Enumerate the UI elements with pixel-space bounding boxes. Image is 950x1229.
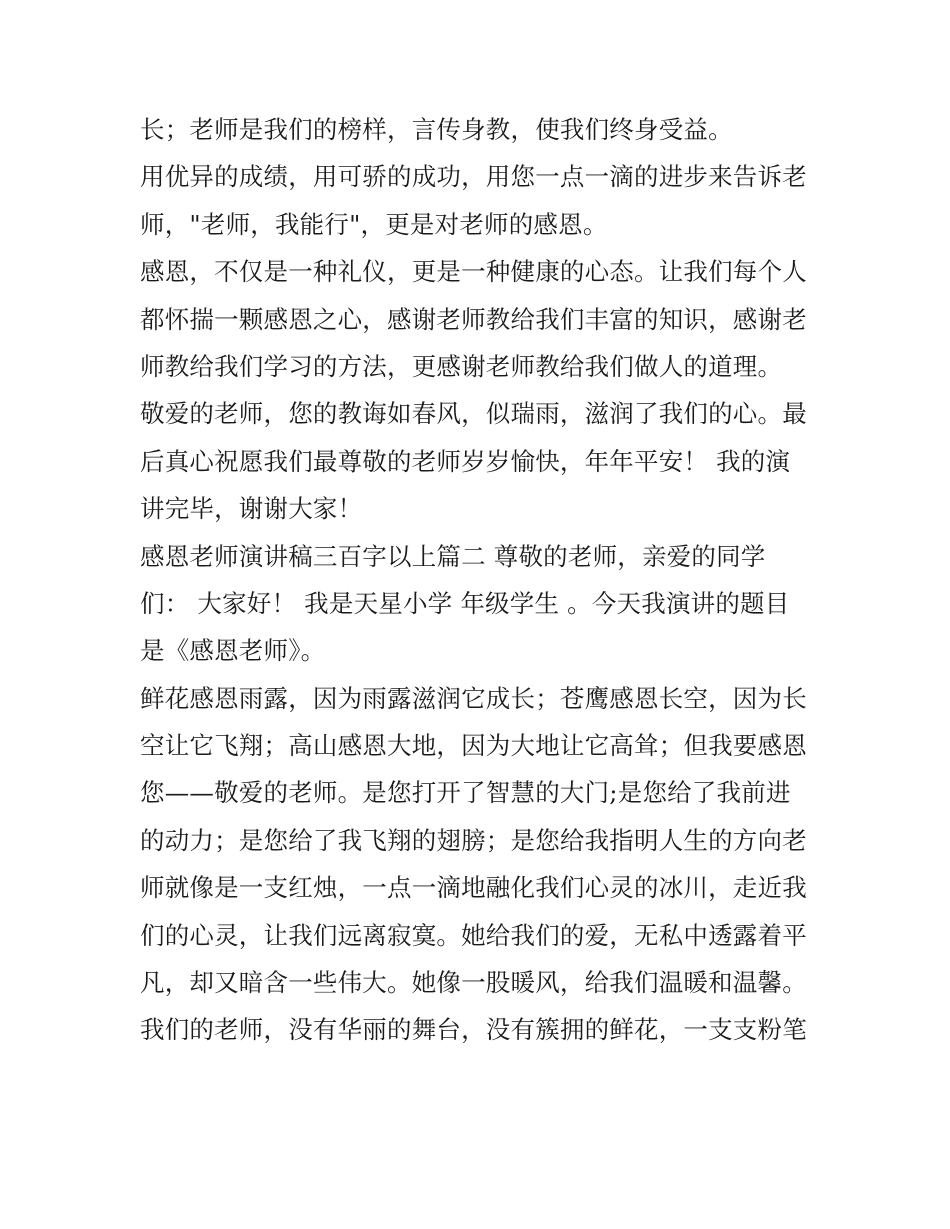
text-line: 都怀揣一颗感恩之心，感谢老师教给我们丰富的知识，感谢老: [140, 304, 807, 334]
text-line: 们： 大家好！ 我是天星小学 年级学生 。今天我演讲的题目: [140, 588, 790, 618]
text-line: 长；老师是我们的榜样，言传身教，使我们终身受益。: [140, 115, 733, 144]
text-line: 是《感恩老师》。: [140, 636, 326, 666]
text-line: 感恩，不仅是一种礼仪，更是一种健康的心态。让我们每个人: [140, 257, 807, 287]
text-line: 们的心灵，让我们远离寂寞。她给我们的爱，无私中透露着平: [140, 920, 807, 950]
text-line: 用优异的成绩，用可骄的成功，用您一点一滴的进步来告诉老: [140, 162, 807, 192]
text-line: 凡，却又暗含一些伟大。她像一股暖风，给我们温暖和温馨。: [140, 968, 807, 998]
text-line: 师就像是一支红烛，一点一滴地融化我们心灵的冰川，走近我: [140, 873, 807, 903]
text-line: 鲜花感恩雨露，因为雨露滋润它成长；苍鹰感恩长空，因为长: [140, 683, 807, 713]
text-line: 感恩老师演讲稿三百字以上篇二 尊敬的老师，亲爱的同学: [140, 541, 766, 571]
text-line: 敬爱的老师，您的教诲如春风，似瑞雨，滋润了我们的心。最: [140, 399, 807, 429]
text-line: 后真心祝愿我们最尊敬的老师岁岁愉快，年年平安！ 我的演: [140, 446, 791, 476]
text-line: 师教给我们学习的方法，更感谢老师教给我们做人的道理。: [140, 351, 783, 381]
text-line: 的动力；是您给了我飞翔的翅膀；是您给我指明人生的方向老: [140, 825, 807, 855]
body-text: [140, 106, 830, 1054]
text-line: 您——敬爱的老师。是您打开了智慧的大门;是您给了我前进: [140, 778, 791, 808]
text-line: 我们的老师，没有华丽的舞台，没有簇拥的鲜花，一支支粉笔: [140, 1015, 807, 1045]
text-line: 师，"老师，我能行"，更是对老师的感恩。: [140, 209, 608, 239]
text-line: 讲完毕，谢谢大家！: [140, 494, 363, 524]
text-line: 空让它飞翔；高山感恩大地，因为大地让它高耸；但我要感恩: [140, 731, 807, 761]
